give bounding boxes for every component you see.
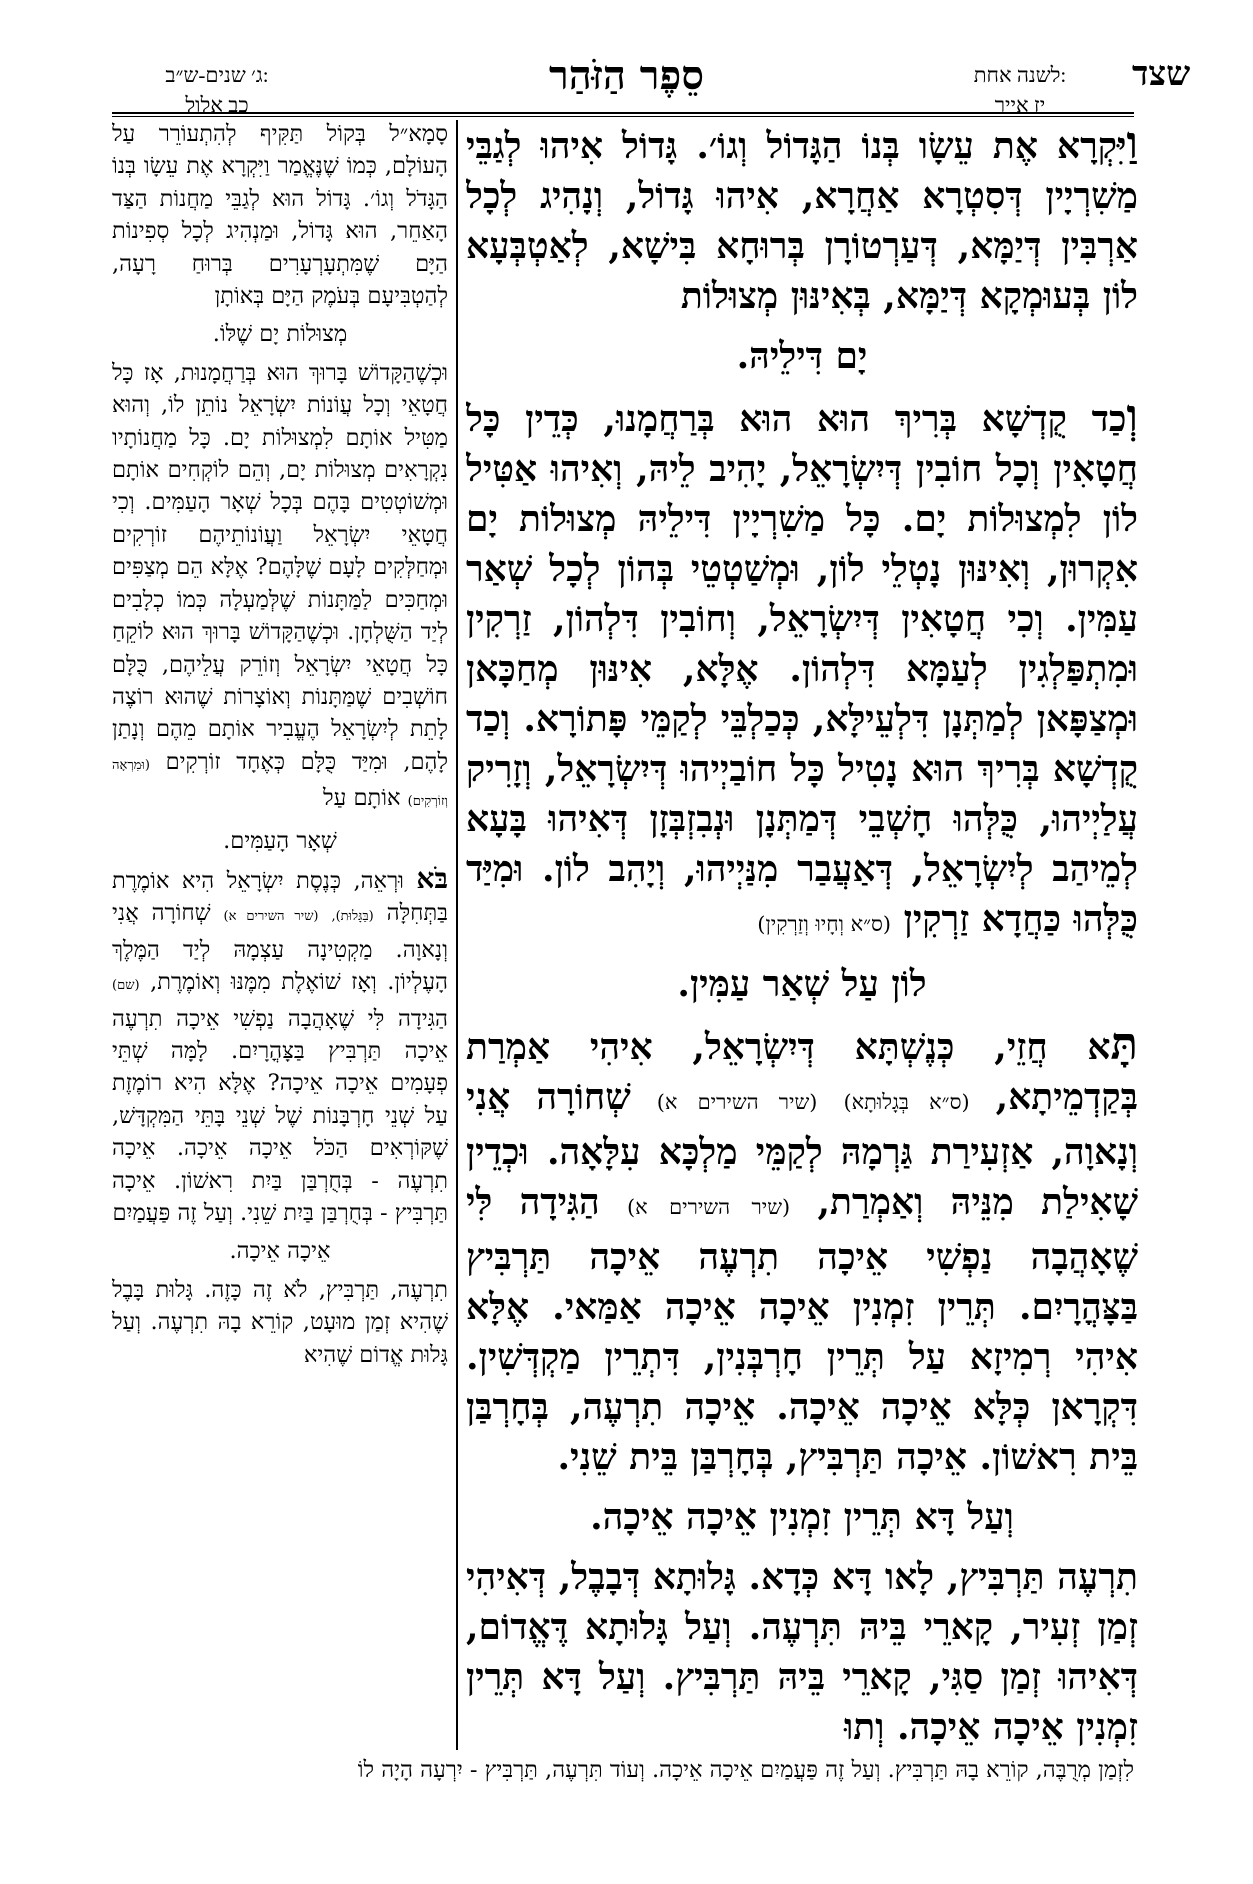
- main-p2-note: (ס״א וְחָיוּ וְזַרְקִין): [757, 912, 892, 936]
- main-p3-text2: שְׁחוֹרָה אֲנִי וְנָאוָה, אַזְעִירַת גַּרְמָהּ לְקַמֵּי מַלְכָּא עִלָּאָה. וּכְדֵין שָׁאִילַת מִנֵּיהּ וְאַמְרַת,: [466, 1076, 1138, 1223]
- main-p1-lead: וַ: [1126, 118, 1138, 169]
- side-p3-text: וּרְאֵה, כְּנֶסֶת יִשְׂרָאֵל הִיא אוֹמֶרֶת בַּתְּחִלָּה: [112, 867, 448, 927]
- main-p1-text: יִּקְרָא אֶת עֵשָׂו בְּנוֹ הַגָּדוֹל וְגוֹ׳. גָּדוֹל אִיהוּ לְגַבֵּי מַשִׁרְיָין דְּסִטְרָא אַחֲרָא, אִיהוּ גָּדוֹל, וְנָהִיג לְכָל אַרְבִּין דְּיַמָּא, דְּעַרְטוֹרָן בְּרוּחָא בִּישָׁא, לְאַטְבְּעָא לוֹן בְּעוּמְקָא דְּיַמָּא, בְּאִינּוּן מְצוּלוֹת: [466, 125, 1138, 317]
- header-rule: [112, 112, 1134, 114]
- main-p3-note2: (שיר השירים א): [656, 1090, 818, 1114]
- header-right-line2: יז אייר: [994, 93, 1046, 117]
- side-p3-note1: (בַּגָּלוּת),: [331, 909, 374, 925]
- side-paragraph-1: סָמָא״ל בְּקוֹל תַּקִּיף לְהִתְעוֹרֵר עַל הָעוֹלָם, כְּמוֹ שֶׁנֶּאֱמַר וַיִּקְרָא אֶת עֵשָׂו בְּנוֹ הַגָּדֹל וְגוֹ׳. גָּדוֹל הוּא לְגַבֵּי מַחֲנוֹת הַצַּד הָאַחֵר, הוּא גָּדוֹל, וּמַנְהִיג לְכָל סְפִינוֹת הַיָּם שֶׁמִּתְעָרְעָרִים בְּרוּחַ רָעָה, לְהַטְבִּיעָם בְּעֹמֶק הַיָּם בְּאוֹתָן: [112, 121, 448, 310]
- side-p2-text: וּכְשֶׁהַקָּדוֹשׁ בָּרוּךְ הוּא בְּרַחֲמָנוּת, אָז כָּל חֲטָאֵי וְכָל עֲוֹנוֹת יִשְׂרָאֵל נוֹתֵן לוֹ, וְהוּא מַטִּיל אוֹתָם לִמְצוּלוֹת יָם. כָּל מַחֲנוֹתָיו נִקְרָאִים מְצוּלוֹת יָם, וְהֵם לוֹקְחִים אוֹתָם וּמְשׁוֹטְטִים בָּהֶם בְּכָל שְׁאָר הָעַמִּים. וְכִי חֲטָאֵי יִשְׂרָאֵל וַעֲוֹנוֹתֵיהֶם זוֹרְקִים וּמְחַלְּקִים לָעָם שֶׁלָּהֶם? אֶלָּא הֵם מְצַפִּים וּמְחַכִּים לַמַּתָּנוֹת שֶׁלְּמַעְלָה כְּמוֹ כְלָבִים לְיַד הַשֻּׁלְחָן. וּכְשֶׁהַקָּדוֹשׁ בָּרוּךְ הוּא לוֹקֵחַ כָּל חֲטָאֵי יִשְׂרָאֵל וְזוֹרֵק עֲלֵיהֶם, כֻּלָּם חוֹשְׁבִים שֶׁמַּתָּנוֹת וְאוֹצָרוֹת שֶׁהוּא רוֹצֶה לָתֵת לְיִשְׂרָאֵל הֶעֱבִיר אוֹתָם מֵהֶם וְנָתַן לָהֶם, וּמִיַּד כֻּלָּם כְּאֶחָד זוֹרְקִים: [112, 359, 448, 775]
- main-p3-lead: תָּ: [1110, 1017, 1138, 1070]
- main-p3-text3: הַגִּידָה לִּי שֶׁאָהֲבָה נַפְשִׁי אֵיכָה תִרְעֶה אֵיכָה תַּרְבִּיץ בַּצָּהֳרָיִם. תְּרֵין זִמְנִין אֵיכָה אֵיכָה אַמַּאי. אֶלָּא אִיהִי רְמִיזָא עַל תְּרֵין חָרְבְּנִין, דִּתְרֵין מַקְדְּשִׁין. דִּקְרָאן כְּלָּא אֵיכָה אֵיכָה. אֵיכָה תִרְעֶה, בְּחָרְבַּן בֵּית רִאשׁוֹן. אֵיכָה תַּרְבִּיץ, בְּחָרְבַּן בֵּית שֵׁנִי.: [466, 1181, 1138, 1478]
- side-p2-cont: שְׁאָר הָעַמִּים.: [223, 827, 337, 854]
- side-p2-tail: אוֹתָם עַל: [323, 785, 401, 812]
- side-paragraph-3: [112, 863, 448, 1229]
- main-paragraph-4: תִרְעֶה תַּרְבִּיץ, לָאו דָּא כְּדָא. גָּלוּתָא דְּבָבֶל, דְּאִיהִי זְמַן זְעִיר, קָארֵי בֵּיהּ תִּרְעֶה. וְעַל גָּלוּתָא דֶּאֱדוֹם, דְּאִיהוּ זְמַן סַגִּי, קָארֵי בֵּיהּ תַּרְבִּיץ. וְעַל דָּא תְּרֵין זִמְנִין אֵיכָה אֵיכָה. וְתוּ: [466, 1556, 1138, 1748]
- page-number: שצד: [1132, 54, 1191, 94]
- main-paragraph-2: [466, 391, 1138, 949]
- main-p3-text: א חֲזֵי, כְּנֶשְׁתָּא דְּיִשְׂרָאֵל, אִיהִי אַמְרַת בְּקַדְמֵיתָא,: [466, 1026, 1138, 1118]
- side-p3-c: הַגִּידָה לִּי שֶׁאָהֲבָה נַפְשִׁי אֵיכָה תִרְעֶה אֵיכָה תַּרְבִּיץ בַּצָּהֳרָיִם. לָמָּה שְׁתֵּי פְעָמִים אֵיכָה אֵיכָה? אֶלָּא הִיא רוֹמֶזֶת עַל שְׁנֵי חָרְבָּנוֹת שֶׁל שְׁנֵי בָּתֵּי הַמִּקְדָּשׁ, שֶׁקּוֹרְאִים הַכֹּל אֵיכָה אֵיכָה. אֵיכָה תִרְעֶה - בְּחֻרְבַּן בַּיִת רִאשׁוֹן. אֵיכָה תַּרְבִּיץ - בְּחֻרְבַּן בַּיִת שֵׁנִי. וְעַל זֶה פַּעֲמַיִם: [112, 1005, 448, 1226]
- column-divider: [456, 120, 458, 1750]
- book-title: סֵפֶר הַזֹּהַר: [549, 52, 704, 99]
- side-p3-note2: (שיר השירים א): [223, 909, 319, 925]
- header-left-line2: כב אלול: [185, 93, 249, 117]
- main-p3-note3: (שיר השירים א): [626, 1195, 791, 1219]
- main-p3-cont: וְעַל דָּא תְּרֵין זִמְנִין אֵיכָה אֵיכָה.: [590, 1496, 1014, 1538]
- side-p3-cont: אֵיכָה אֵיכָה.: [229, 1238, 331, 1265]
- header-left-line1: ג׳ שנים-ש״ב:: [165, 63, 269, 87]
- hebrew-translation-column: [112, 118, 448, 1755]
- main-p2-lead: וְ: [1126, 389, 1138, 442]
- main-paragraph-3: [466, 1019, 1138, 1482]
- side-paragraph-2: [112, 357, 448, 819]
- header-rule-thin: [112, 116, 1134, 117]
- main-paragraph-1: [466, 118, 1138, 321]
- side-p2-note: (וּמִרְאָה וְזוֹרְקִים): [112, 757, 448, 810]
- footer-continuation-line: לִזְמַן מְרֻבֶּה, קוֹרֵא בָהּ תַּרְבִּיץ. וְעַל זֶה פַּעֲמַיִם אֵיכָה אֵיכָה. וְעוֹד תִּרְעֶה, תַּרְבִּיץ - יִרְעָה הָיָה לוֹ: [357, 1757, 1134, 1783]
- side-paragraph-4: תִרְעֶה, תַּרְבִּיץ, לֹא זֶה כָּזֶה. גָּלוּת בָּבֶל שֶׁהִיא זְמַן מוּעָט, קוֹרֵא בָהּ תִרְעֶה. וְעַל גָּלוּת אֱדוֹם שֶׁהִיא: [112, 1276, 448, 1368]
- main-p2-cont: לוֹן עַל שְׁאַר עַמִּין.: [677, 963, 927, 1005]
- side-p1-cont: מְצוּלוֹת יָם שֶׁלּוֹ.: [212, 321, 348, 348]
- side-p3-lead: בֹּא: [416, 861, 448, 895]
- main-p3-note1: (ס״א בְּגָלוּתָא): [843, 1090, 970, 1114]
- main-p1-cont: יָם דִּילֵיהּ.: [736, 335, 868, 377]
- side-p3-note3: (שם): [112, 978, 140, 994]
- main-aramaic-column: [466, 118, 1138, 1755]
- header-right-line1: לשנה אחת:: [973, 63, 1067, 87]
- main-p2-text: כַד קֻדְשָׁא בְּרִיךְ הוּא הוּא בְּרַחֲמָנוּ, כְּדֵין כָּל חֲטָאִין וְכָל חוֹבִין דְּיִשְׂרָאֵל, יָהִיב לֵיהּ, וְאִיהוּ אַטִּיל לוֹן לִמְצוּלוֹת יָם. כָּל מַשִׁרְיָין דִּילֵיהּ מְצוּלוֹת יָם אִקְרוּן, וְאִינּוּן נָטְלֵי לוֹן, וּמְשַׁטְטֵי בְּהוֹן לְכָל שְׁאַר עַמִּין. וְכִי חֲטָאִין דְּיִשְׂרָאֵל, וְחוֹבִין דִּלְהוֹן, זַרְקִין וּמִתְפַּלְגִין לְעַמָּא דִּלְהוֹן. אֶלָּא, אִינּוּן מְחַכָּאן וּמְצַפָּאן לְמַתְּנָן דִּלְעֵילָּא, כְּכַלְבֵּי לְקַמֵּי פָּתוֹרָא. וְכַד קֻדְשָׁא בְּרִיךְ הוּא נָטִיל כָּל חוֹבַיְיהוּ דְּיִשְׂרָאֵל, וְזָרִיק עֲלַיְיהוּ, כֻּלְּהוּ חָשְׁבֵי דְּמַתְּנָן וּנְבִזְבְּזָן דְּאִיהוּ בָּעָא לְמֵיהַב לְיִשְׂרָאֵל, דְּאַעֲבַר מִנַּיְיהוּ, וְיָהִב לוֹן. וּמִיַּד כֻּלְּהוּ כַּחֲדָא זַרְקִין: [466, 398, 1138, 940]
- side-p3-b: שְׁחוֹרָה אֲנִי וְנָאוָה. מַקְטִינָה עַצְמָהּ לְיַד הַמֶּלֶךְ הָעֶלְיוֹן. וְאָז שׁוֹאֶלֶת מִמֶּנּוּ וְאוֹמֶרֶת,: [112, 900, 448, 996]
- page-header: [0, 0, 1253, 117]
- header-left-info: [112, 60, 322, 120]
